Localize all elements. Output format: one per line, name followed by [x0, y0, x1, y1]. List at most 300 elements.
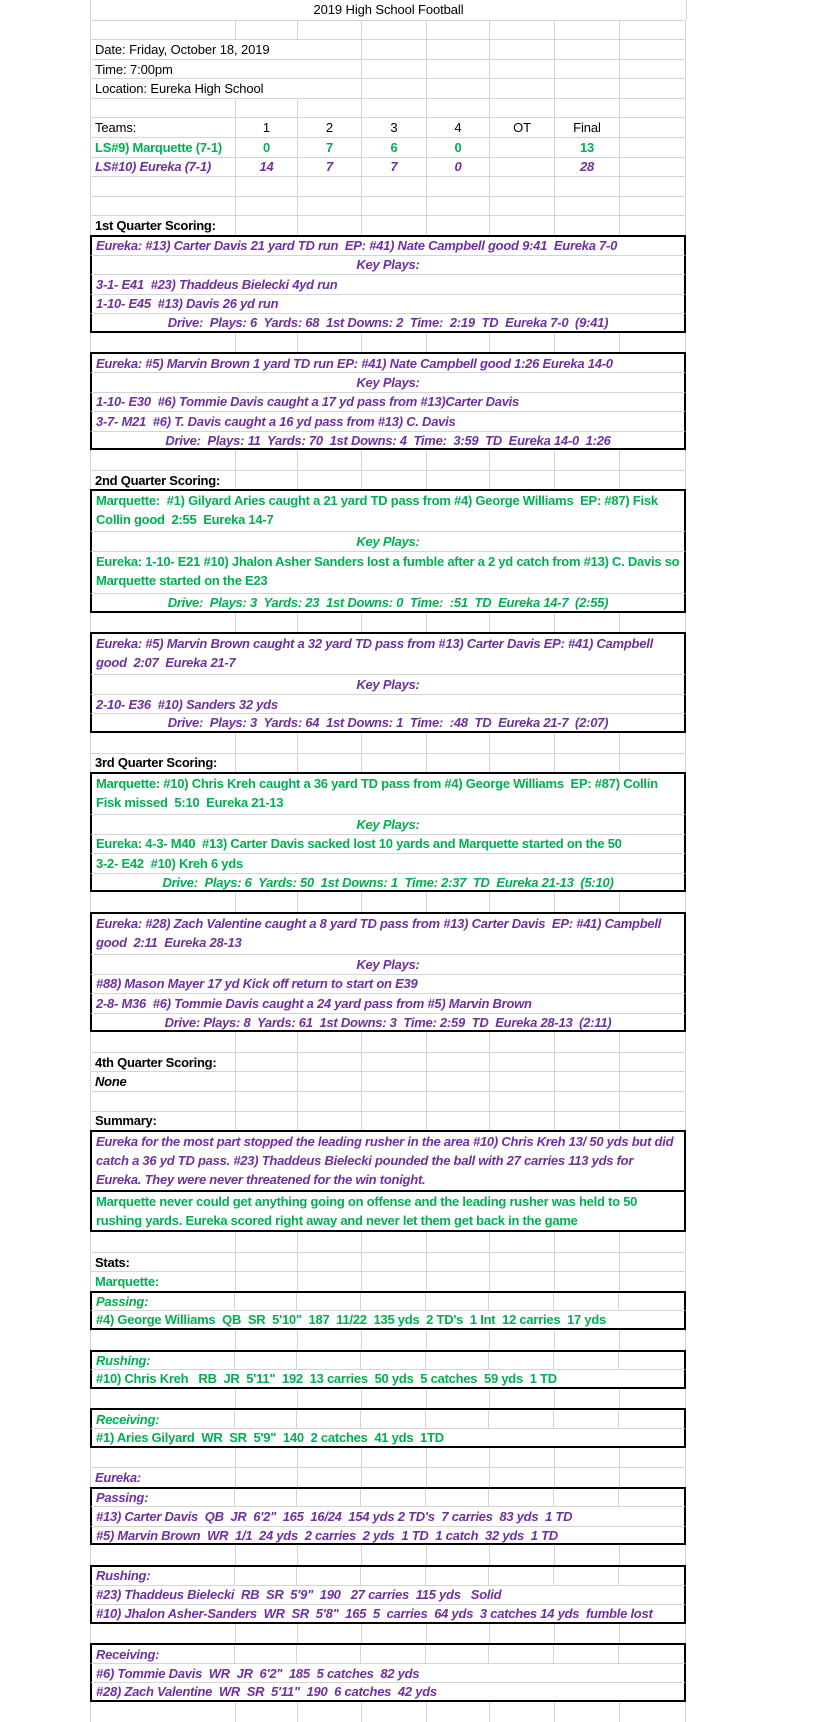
drive-summary-text: Drive: Plays: 11 Yards: 70 1st Downs: 4 Time: 3:59 TD Eureka 14-0 1:26 [165, 432, 611, 448]
score-value: 1 [262, 120, 271, 136]
stat-group-label-area [90, 1487, 686, 1507]
cell [620, 471, 686, 490]
drive-summary-text: Drive: Plays: 8 Yards: 61 1st Downs: 3 Time: 2:59 TD Eureka 28-13 (2:11) [164, 1014, 612, 1030]
key-plays-label-area [90, 372, 686, 392]
summary-eureka [90, 1130, 686, 1190]
scoring-play [90, 352, 686, 372]
cell [489, 1567, 554, 1585]
cell [297, 1410, 361, 1428]
stat-group-label: Passing: [96, 1489, 149, 1505]
time-label [90, 59, 686, 79]
cell [555, 216, 620, 235]
cell [427, 60, 490, 79]
stat-group-label [90, 1291, 686, 1311]
cell [298, 471, 362, 490]
key-play-area [90, 411, 686, 431]
stat-group-label: Receiving: [96, 1411, 160, 1427]
drive-summary [90, 593, 686, 613]
cell [235, 1567, 297, 1585]
cell [236, 1092, 298, 1111]
cell [490, 613, 555, 633]
score-cell [555, 118, 620, 137]
key-play-text: 1-10- E45 #13) Davis 26 yd run [96, 296, 279, 312]
cell [489, 1352, 554, 1370]
stat-line [90, 1428, 686, 1448]
cell [427, 1624, 490, 1644]
cell [298, 1232, 362, 1252]
drive-summary [90, 1013, 686, 1033]
key-play-area [90, 392, 686, 412]
cell [298, 1032, 362, 1052]
heading-4th-quarter [90, 1052, 686, 1072]
cell [490, 1112, 555, 1131]
cell [620, 1092, 686, 1111]
scoring-play-text: Eureka: #5) Marvin Brown caught a 32 yard TD pass from #13) Carter Davis EP: #41) Campbell good 2:07 Eureka 21-7 [96, 636, 657, 671]
key-play-text: 3-7- M21 #6) T. Davis caught a 16 yd pass from #13) C. Davis [96, 413, 456, 429]
score-cell [490, 118, 555, 137]
score-value: 4 [454, 120, 462, 136]
cell [427, 1330, 490, 1350]
cell [362, 197, 427, 216]
key-play-text: 2-8- M36 #6) Tommie Davis caught a 24 yard pass from #5) Marvin Brown [96, 995, 532, 1011]
cell [555, 99, 620, 118]
cell [236, 613, 298, 633]
cell [555, 1545, 620, 1565]
cell [236, 1389, 298, 1409]
score-value: Final [573, 120, 601, 136]
key-plays-label-text: Key Plays: [356, 257, 420, 273]
cell [236, 21, 298, 40]
score-cell [362, 118, 427, 137]
cell [426, 1410, 489, 1428]
cell [620, 754, 686, 773]
cell [555, 177, 620, 196]
cell [91, 733, 236, 753]
score-cell [298, 138, 362, 157]
key-play [90, 694, 686, 714]
score-cell [427, 138, 490, 157]
cell [555, 1624, 620, 1644]
team-name: Teams: [95, 120, 137, 136]
score-value: 7 [326, 159, 333, 175]
cell [91, 1624, 236, 1644]
location-label [90, 78, 686, 98]
blank-row [90, 98, 686, 118]
key-plays-label-area [90, 954, 686, 974]
cell [620, 333, 686, 353]
cell [298, 1053, 362, 1072]
score-cell [490, 138, 555, 157]
team-name-cell [91, 138, 236, 157]
marquette-label-cell [91, 1272, 236, 1291]
blank-row [90, 1702, 686, 1722]
stat-group-label-area [90, 1565, 686, 1585]
cell [427, 1112, 490, 1131]
cell [554, 1293, 619, 1311]
cell [555, 1032, 620, 1052]
stat-group-label [90, 1643, 686, 1663]
cell [297, 1567, 361, 1585]
key-plays-label [90, 531, 686, 551]
score-value: 13 [580, 139, 594, 155]
cell [620, 79, 686, 98]
cell [620, 1330, 686, 1350]
cell [619, 1567, 684, 1585]
stat-group-label-area [90, 1643, 686, 1663]
stat-group-label [90, 1565, 686, 1585]
heading-stats-cell [91, 1253, 236, 1272]
cell [298, 1072, 362, 1091]
stat-group-label-cell [92, 1489, 235, 1507]
cell [298, 21, 362, 40]
stat-line [90, 1585, 686, 1605]
stat-line-text: #6) Tommie Davis WR JR 6'2" 185 5 catches 82 yds [96, 1665, 420, 1681]
stat-line-text: #28) Zach Valentine WR SR 5'11" 190 6 catches 42 yds [96, 1684, 437, 1700]
cell [490, 60, 555, 79]
cell [620, 118, 686, 137]
cell [620, 177, 686, 196]
team-name: LS#10) Eureka (7-1) [95, 159, 211, 175]
cell [235, 1489, 297, 1507]
score-cell [236, 118, 298, 137]
location-label-cell [91, 79, 362, 98]
cell [555, 471, 620, 490]
cell [555, 1702, 620, 1722]
blank-row [90, 1624, 686, 1644]
cell [362, 1053, 427, 1072]
time-label-text: Time: 7:00pm [95, 61, 173, 77]
blank-row [90, 1091, 686, 1111]
drive-summary-text: Drive: Plays: 3 Yards: 64 1st Downs: 1 Time: :48 TD Eureka 21-7 (2:07) [167, 715, 609, 731]
cell [620, 40, 686, 59]
cell [427, 216, 490, 235]
cell [362, 733, 427, 753]
cell [620, 733, 686, 753]
heading-4th-quarter-cell [91, 1053, 236, 1072]
cell [91, 1448, 236, 1468]
cell [236, 754, 298, 773]
key-play [90, 974, 686, 994]
team-name: LS#9) Marquette (7-1) [95, 139, 222, 155]
key-play [90, 294, 686, 314]
cell [298, 333, 362, 353]
cell [620, 1232, 686, 1252]
scoring-play-area [90, 912, 686, 954]
cell [555, 1253, 620, 1272]
cell [620, 892, 686, 912]
key-plays-label-area [90, 674, 686, 694]
cell [362, 216, 427, 235]
cell [297, 1489, 361, 1507]
stat-group-label-cell [92, 1293, 235, 1311]
stat-group-label: Rushing: [96, 1352, 151, 1368]
cell [91, 450, 236, 470]
cell [298, 1389, 362, 1409]
scoring-play [90, 772, 686, 814]
cell [555, 1448, 620, 1468]
stat-group-label [90, 1350, 686, 1370]
score-cell [555, 138, 620, 157]
key-plays-label-text: Key Plays: [356, 956, 420, 972]
cell [362, 1448, 427, 1468]
drive-summary-area [90, 313, 686, 333]
score-cell [427, 118, 490, 137]
drive-summary-area [90, 873, 686, 893]
cell [427, 1545, 490, 1565]
score-cell [362, 158, 427, 177]
scoring-play-area [90, 235, 686, 255]
score-value: 0 [263, 139, 270, 155]
cell [555, 1389, 620, 1409]
scoring-play-text: Eureka: #28) Zach Valentine caught a 8 yard TD pass from #13) Carter Davis EP: #41) Campbell good 2:11 Eureka 28-13 [96, 915, 665, 950]
cell [427, 21, 490, 40]
stat-line-area [90, 1428, 686, 1448]
key-play [90, 551, 686, 593]
stat-line-area [90, 1506, 686, 1526]
stat-line-text: #23) Thaddeus Bielecki RB SR 5'9" 190 27 carries 115 yds Solid [96, 1587, 502, 1603]
stat-group-label-cell [92, 1410, 235, 1428]
cell [362, 892, 427, 912]
key-play-text: 3-2- E42 #10) Kreh 6 yds [96, 856, 243, 872]
stat-line-area [90, 1310, 686, 1330]
key-play-area [90, 551, 686, 593]
cell [620, 1702, 686, 1722]
cell [427, 754, 490, 773]
cell [427, 1272, 490, 1291]
cell [555, 613, 620, 633]
key-play-area [90, 853, 686, 873]
cell [236, 1053, 298, 1072]
cell [236, 1545, 298, 1565]
key-plays-label-area [90, 255, 686, 275]
cell [236, 1624, 298, 1644]
stat-group-label-area [90, 1408, 686, 1428]
cell [490, 1072, 555, 1091]
drive-summary-area [90, 1013, 686, 1033]
cell [427, 1702, 490, 1722]
scoring-play-text: Marquette: #1) Gilyard Aries caught a 21 yard TD pass from #4) George Williams EP: #87) Fisk Collin good 2:55 Eureka 14-7 [96, 493, 662, 528]
cell [490, 1253, 555, 1272]
cell [91, 892, 236, 912]
cell [426, 1489, 489, 1507]
drive-summary-text: Drive: Plays: 6 Yards: 68 1st Downs: 2 Time: 2:19 TD Eureka 7-0 (9:41) [167, 315, 609, 331]
cell [490, 79, 555, 98]
cell [427, 1389, 490, 1409]
scoring-play-area [90, 632, 686, 674]
cell [297, 1352, 361, 1370]
key-play-text: 3-1- E41 #23) Thaddeus Bielecki 4yd run [96, 276, 338, 292]
cell [619, 1352, 684, 1370]
stat-line-area [90, 1585, 686, 1605]
cell [427, 1253, 490, 1272]
score-value: 0 [454, 139, 462, 155]
key-play [90, 853, 686, 873]
none-label [90, 1071, 686, 1091]
blank-row [90, 1389, 686, 1409]
stat-line-area [90, 1369, 686, 1389]
cell [362, 1702, 427, 1722]
cell [619, 1410, 684, 1428]
key-play-area [90, 974, 686, 994]
cell [555, 892, 620, 912]
key-plays-label-area [90, 814, 686, 834]
cell [555, 197, 620, 216]
cell [490, 40, 555, 59]
scoring-play [90, 489, 686, 531]
heading-stats-text: Stats: [95, 1254, 130, 1270]
stat-line-area [90, 1663, 686, 1683]
cell [620, 1053, 686, 1072]
cell [490, 177, 555, 196]
cell [427, 471, 490, 490]
cell [620, 60, 686, 79]
cell [362, 1032, 427, 1052]
cell [236, 1112, 298, 1131]
blank-row [90, 1232, 686, 1252]
stat-line [90, 1663, 686, 1683]
cell [427, 40, 490, 59]
cell [362, 60, 427, 79]
cell [361, 1567, 426, 1585]
cell [490, 1702, 555, 1722]
cell [236, 1468, 298, 1487]
cell [236, 733, 298, 753]
cell [427, 79, 490, 98]
cell [555, 1092, 620, 1111]
cell [235, 1293, 297, 1311]
cell [490, 1468, 555, 1487]
cell [427, 1072, 490, 1091]
heading-2nd-quarter-cell [91, 471, 236, 490]
cell [298, 450, 362, 470]
score-cell [555, 158, 620, 177]
cell [236, 1702, 298, 1722]
date-label-cell [91, 40, 362, 59]
spreadsheet [90, 0, 686, 1722]
heading-4th-quarter-text: 4th Quarter Scoring: [95, 1054, 217, 1070]
stat-line [90, 1310, 686, 1330]
cell [490, 21, 555, 40]
cell [620, 1072, 686, 1091]
cell [362, 1092, 427, 1111]
title-cell [91, 0, 687, 20]
cell [362, 1389, 427, 1409]
cell [620, 138, 686, 157]
summary-eureka-area [90, 1130, 686, 1190]
cell [91, 99, 236, 118]
score-value: 7 [390, 159, 398, 175]
cell [362, 1468, 427, 1487]
time-label-cell [91, 60, 362, 79]
score-value: 28 [580, 159, 594, 175]
stat-group-label: Receiving: [96, 1646, 160, 1662]
cell [427, 1232, 490, 1252]
scoring-play-text: Eureka: #13) Carter Davis 21 yard TD run EP: #41) Nate Campbell good 9:41 Eureka 7-0 [96, 238, 618, 254]
key-play [90, 993, 686, 1013]
drive-summary [90, 873, 686, 893]
eureka-label-text: Eureka: [95, 1469, 141, 1485]
cell [91, 1545, 236, 1565]
cell [298, 197, 362, 216]
cell [620, 1272, 686, 1291]
cell [236, 216, 298, 235]
key-play-text: 1-10- E30 #6) Tommie Davis caught a 17 yd pass from #13)Carter Davis [96, 394, 520, 410]
scoring-play-text: Eureka: #5) Marvin Brown 1 yard TD run EP: #41) Nate Campbell good 1:26 Eureka 14-0 [96, 355, 613, 371]
cell [489, 1489, 554, 1507]
stat-group-label-cell [92, 1645, 235, 1663]
date-label-text: Date: Friday, October 18, 2019 [95, 41, 270, 57]
blank-row [90, 1448, 686, 1468]
cell [620, 1468, 686, 1487]
cell [298, 216, 362, 235]
summary-marquette-area [90, 1190, 686, 1232]
key-play [90, 274, 686, 294]
cell [236, 333, 298, 353]
heading-3rd-quarter [90, 753, 686, 773]
stat-line [90, 1604, 686, 1624]
cell [298, 1624, 362, 1644]
heading-summary-text: Summary: [95, 1113, 157, 1129]
cell [298, 1112, 362, 1131]
key-play-area [90, 834, 686, 854]
scoring-play-area [90, 352, 686, 372]
marquette-score-row [90, 137, 686, 157]
blank-row [90, 20, 686, 40]
cell [298, 1253, 362, 1272]
cell [620, 1448, 686, 1468]
cell [490, 1624, 555, 1644]
drive-summary-area [90, 713, 686, 733]
stat-line-text: #1) Aries Gilyard WR SR 5'9" 140 2 catches 41 yds 1TD [96, 1429, 444, 1445]
blank-row [90, 333, 686, 353]
stat-line-text: #5) Marvin Brown WR 1/1 24 yds 2 carries 2 yds 1 TD 1 catch 32 yds 1 TD [96, 1527, 558, 1543]
score-cell [427, 158, 490, 177]
cell [619, 1645, 684, 1663]
heading-2nd-quarter-text: 2nd Quarter Scoring: [95, 472, 221, 488]
stat-line-area [90, 1604, 686, 1624]
cell [427, 450, 490, 470]
cell [298, 99, 362, 118]
blank-row [90, 1545, 686, 1565]
cell [555, 450, 620, 470]
cell [490, 1389, 555, 1409]
cell [554, 1645, 619, 1663]
cell [235, 1352, 297, 1370]
eureka-label [90, 1467, 686, 1487]
cell [91, 1389, 236, 1409]
cell [426, 1293, 489, 1311]
cell [362, 450, 427, 470]
cell [620, 21, 686, 40]
cell [91, 1330, 236, 1350]
cell [427, 197, 490, 216]
blank-row [90, 196, 686, 216]
cell [555, 1232, 620, 1252]
drive-summary-area [90, 431, 686, 451]
key-plays-label [90, 814, 686, 834]
cell [362, 1330, 427, 1350]
marquette-label-text: Marquette: [95, 1274, 159, 1290]
cell [427, 733, 490, 753]
cell [362, 754, 427, 773]
team-name-cell [91, 158, 236, 177]
stat-line-text: #10) Chris Kreh RB JR 5'11" 192 13 carries 50 yds 5 catches 59 yds 1 TD [96, 1371, 557, 1387]
cell [236, 892, 298, 912]
cell [554, 1352, 619, 1370]
key-play-text: 2-10- E36 #10) Sanders 32 yds [96, 696, 278, 712]
blank-row [90, 1330, 686, 1350]
stat-group-label-area [90, 1291, 686, 1311]
